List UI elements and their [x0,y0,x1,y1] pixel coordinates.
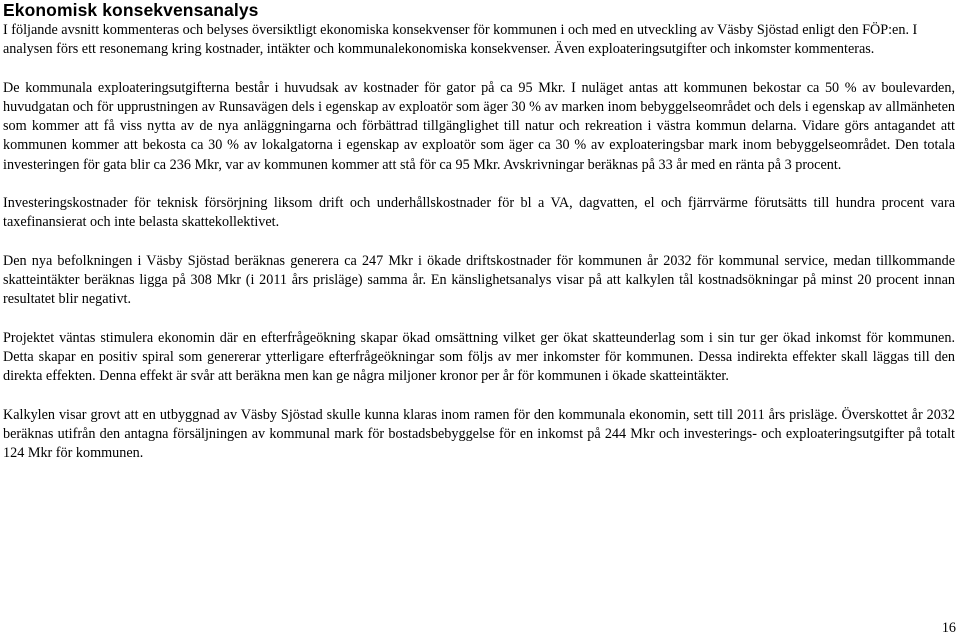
paragraph-exploitation-costs: De kommunala exploateringsutgifterna består i huvudsak av kostnader för gator på ca 95 Mkr. I nuläget antas att kommunen bekostar ca 50 % av boulevarden, huvudgatan och för upprustningen av Runsavägen dels i egenskap av exploatör som äger 30 % av marken inom bebyggelseområdet och dels i egenskap av allmänheten som kommer att få viss nytta av de nya anläggningarna och förbättrad tillgänglighet till natur och rekreation i västra kommun delarna. Vidare görs antagandet att kommunen kommer att bekosta ca 30 % av lokalgatorna i egenskap av exploatör som äger ca 30 % av exploateringsbar mark inom bebyggelseområdet. Den totala investeringen för gata blir ca 236 Mkr, var av kommunen kommer att stå för ca 95 Mkr. Avskrivningar beräknas på 33 år med en ränta på 3 procent. [3,79,955,173]
paragraph-population-costs: Den nya befolkningen i Väsby Sjöstad beräknas generera ca 247 Mkr i ökade driftskostnader för kommunen år 2032 för kommunal service, medan tillkommande skatteintäkter beräknas ligga på 308 Mkr (i 2011 års prisläge) samma år. En känslighetsanalys visar på att kalkylen tål kostnadsökningar på minst 20 procent innan resultatet blir negativt. [3,253,955,308]
page-number: 16 [941,620,956,636]
paragraph-indirect-effects: Projektet väntas stimulera ekonomin där en efterfrågeökning skapar ökad omsättning vilket ger ökat skatteunderlag som i sin tur ger ökad inkomst för kommunen. Detta skapar en positiv spiral som genererar ytterligare efterfrågeökningar som följs av mer inkomster för kommunen. Dessa indirekta effekter skall läggas till den direkta effekten. Denna effekt är svår att beräkna men kan ge några miljoner kronor per år för kommunen i ökade skatteintäkter. [3,330,955,385]
paragraph-technical-supply: Investeringskostnader för teknisk försörjning liksom drift och underhållskostnader för bl a VA, dagvatten, el och fjärrvärme förutsätts till hundra procent vara taxefinansierat och inte belasta skattekollektivet. [3,195,955,231]
section-heading: Ekonomisk konsekvensanalys [3,0,259,20]
body-text [3,21,955,483]
paragraph-conclusion: Kalkylen visar grovt att en utbyggnad av Väsby Sjöstad skulle kunna klaras inom ramen för den kommunala ekonomin, sett till 2011 års prisläge. Överskottet år 2032 beräknas utifrån den antagna försäljningen av kommunal mark för bostadsbebyggelse för en inkomst på 244 Mkr och investerings- och exploateringsutgifter på totalt 124 Mkr för kommunen. [3,407,955,462]
paragraph-intro: I följande avsnitt kommenteras och belyses översiktligt ekonomiska konsekvenser för kommunen i och med en utveckling av Väsby Sjöstad enligt den FÖP:en. I analysen förs ett resonemang kring kostnader, intäkter och kommunalekonomiska konsekvenser. Även exploateringsutgifter och inkomster kommenteras. [3,22,918,58]
